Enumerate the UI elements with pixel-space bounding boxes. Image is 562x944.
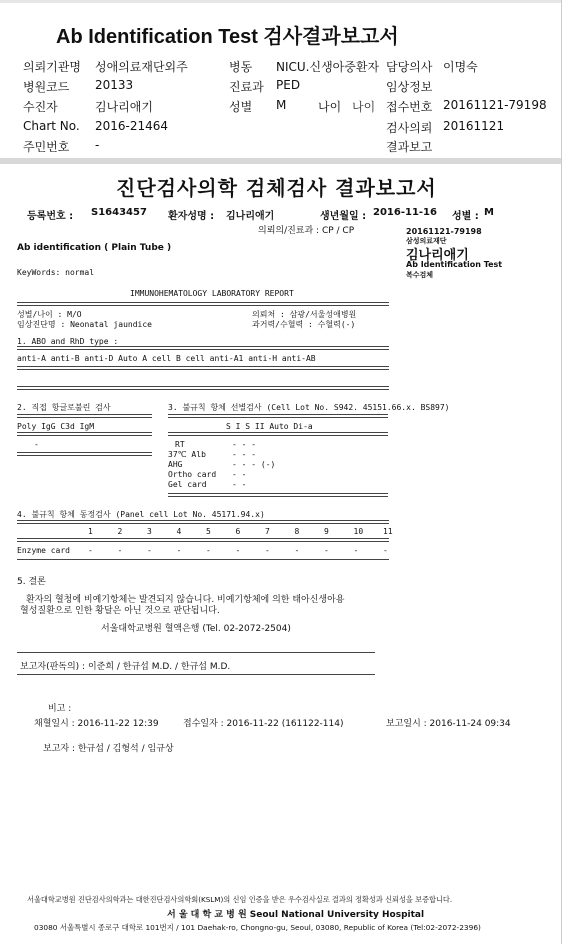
footer-accreditation: 서울대학교병원 진단검사의학과는 대한진단검사의학회(KSLM)의 신임 인증을 받은 우수검사실로 결과의 정확성과 신뢰성을 보증합니다.	[27, 895, 453, 904]
history: 과거력/수혈력 : 수혈력(-)	[252, 320, 356, 329]
label-result-report: 결과보고	[386, 140, 433, 154]
s3-row-label: RT	[175, 440, 185, 449]
label-hospital-code: 병원코드	[23, 80, 70, 94]
panel-cell-value: -	[147, 546, 152, 555]
panel-cell-value: -	[235, 546, 241, 555]
label-request-date: 검사의뢰	[386, 121, 433, 135]
s5-title: 5. 결론	[17, 577, 46, 587]
s4-row-label: Enzyme card	[17, 546, 70, 555]
panel-cell-value: -	[353, 546, 359, 555]
label-ward: 병동	[229, 60, 253, 74]
s3-row-label: Ortho card	[168, 470, 217, 479]
s1-title: 1. ABO and RhD type :	[17, 337, 119, 346]
panel-cell-value: -	[117, 546, 123, 555]
patient-name: 김나리애기	[226, 211, 275, 222]
sex-label: 성별 :	[452, 211, 479, 222]
label-patient: 수진자	[23, 100, 58, 114]
s3-header: S I S II Auto Di-a	[226, 422, 313, 431]
label-chart-no: Chart No.	[23, 119, 80, 133]
panel-cell-number: 2	[117, 527, 123, 536]
patient-name-label: 환자성명 :	[168, 211, 215, 222]
panel-cell-value: -	[265, 546, 270, 555]
value-chart-no: 2016-21464	[95, 119, 169, 133]
sticker-line2: 삼성의료재단	[406, 237, 447, 245]
s3-row-vals: - - -	[232, 450, 257, 459]
value-sex: M	[276, 98, 287, 112]
s2-title: 2. 직접 항글로불린 검사	[17, 403, 111, 412]
keywords: KeyWords: normal	[17, 268, 95, 277]
panel-cell-number: 7	[265, 527, 270, 536]
label-requester: 의뢰기관명	[23, 60, 81, 74]
reg-no: S1643457	[91, 207, 147, 218]
s3-row-vals: - -	[232, 470, 247, 479]
footer-hospital: 서 울 대 학 교 병 원 Seoul National University Hospital	[167, 910, 425, 920]
label-doctor: 담당의사	[386, 60, 433, 74]
panel-cell-number: 3	[147, 527, 152, 536]
value-age: 나이	[352, 100, 376, 114]
sex-age: 성별/나이 : M/O	[17, 310, 82, 319]
panel-cell-value: -	[383, 546, 388, 555]
reported-datetime: 보고일시 : 2016-11-24 09:34	[386, 719, 511, 729]
value-receipt-no: 20161121-79198	[443, 98, 547, 112]
conclusion-line1: 환자의 혈청에 비예기항체는 발견되지 않습니다. 비예기항체에 의한 태아신생아용	[26, 595, 345, 605]
sticker-line1: 20161121-79198	[406, 227, 482, 236]
panel-cell-number: 8	[294, 527, 300, 536]
s1-header: anti-A anti-B anti-D Auto A cell B cell anti-A1 anti-H anti-AB	[17, 354, 316, 363]
reporters: 보고자 : 한규섭 / 김형석 / 임규상	[43, 744, 174, 754]
value-requester: 성애의료재단외주	[95, 60, 188, 74]
panel-cell-number: 10	[353, 527, 364, 536]
panel-cell-number: 6	[235, 527, 241, 536]
s4-title: 4. 불규칙 항체 동정검사 (Panel cell Lot No. 45171.94.x)	[17, 510, 265, 519]
value-patient: 김나리애기	[95, 100, 153, 114]
panel-cell-number: 4	[176, 527, 182, 536]
received-date: 접수일자 : 2016-11-22 (161122-114)	[183, 719, 344, 729]
diagnosis: 임상진단명 : Neonatal jaundice	[17, 320, 152, 329]
panel-cell-number: 11	[383, 527, 393, 536]
panel-cell-value: -	[294, 546, 300, 555]
s2-header: Poly IgG C3d IgM	[17, 422, 95, 431]
s3-row-vals: - - -	[232, 440, 257, 449]
s2-value: -	[34, 440, 39, 449]
panel-cell-value: -	[176, 546, 182, 555]
dob: 2016-11-16	[373, 207, 437, 218]
s3-row-label: 37℃ Alb	[168, 450, 206, 459]
lab-title: IMMUNOHEMATOLOGY LABORATORY REPORT	[130, 289, 294, 298]
dob-label: 생년월일 :	[320, 211, 367, 222]
value-hospital-code: 20133	[95, 78, 134, 92]
s3-row-label: AHG	[168, 460, 183, 469]
referral: 의뢰처 : 삼광/서울성애병원	[252, 310, 357, 319]
conclusion-line2: 혈성질환으로 인한 황달은 아닌 것으로 판단됩니다.	[20, 606, 220, 616]
label-receipt-no: 접수번호	[386, 100, 433, 114]
sticker-name: 김나리애기	[406, 248, 469, 263]
sticker-line5: 복수검체	[406, 271, 434, 279]
panel-cell-value: -	[324, 546, 329, 555]
panel-cell-value: -	[206, 546, 211, 555]
panel-cell-number: 1	[88, 527, 93, 536]
note-label: 비고 :	[48, 704, 72, 714]
label-age: 나이	[318, 100, 342, 114]
panel-cell-number: 5	[206, 527, 211, 536]
label-sex: 성별	[229, 100, 253, 114]
s3-row-vals: - - - (-)	[232, 460, 276, 469]
value-doctor: 이명숙	[443, 60, 478, 74]
value-resident-no: -	[95, 138, 100, 152]
footer-address: 03080 서울특별시 종로구 대학로 101번지 / 101 Daehak-ro, Chongno-gu, Seoul, 03080, Republic of Korea (Tel:02-2072-2396)	[34, 923, 481, 932]
value-dept: PED	[276, 78, 301, 92]
collected-datetime: 채혈일시 : 2016-11-22 12:39	[34, 719, 159, 729]
sticker-test: Ab Identification Test	[406, 260, 503, 269]
label-resident-no: 주민번호	[23, 140, 70, 154]
sex: M	[484, 207, 494, 218]
s3-row-label: Gel card	[168, 480, 207, 489]
report2-title: 진단검사의학 검체검사 결과보고서	[116, 176, 437, 200]
blood-bank: 서울대학교병원 혈액은행 (Tel. 02-2072-2504)	[101, 624, 291, 634]
test-name: Ab identification ( Plain Tube )	[17, 243, 172, 253]
reporter: 보고자(판독의) : 이준희 / 한규섭 M.D. / 한규섭 M.D.	[20, 662, 231, 672]
report1-title: Ab Identification Test 검사결과보고서	[56, 26, 399, 48]
s3-title: 3. 불규칙 항체 선별검사 (Cell Lot No. S942. 45151.66.x. BS897)	[168, 403, 450, 412]
requester-dept: 의뢰의/진료과 : CP / CP	[258, 226, 355, 236]
s3-row-vals: - -	[232, 480, 247, 489]
reg-no-label: 등록번호 :	[27, 211, 74, 222]
panel-cell-number: 9	[324, 527, 329, 536]
value-request-date: 20161121	[443, 119, 505, 133]
label-clinical-info: 임상정보	[386, 80, 433, 94]
label-dept: 진료과	[229, 80, 264, 94]
panel-cell-value: -	[88, 546, 93, 555]
value-ward: NICU.신생아중환자	[276, 60, 380, 74]
